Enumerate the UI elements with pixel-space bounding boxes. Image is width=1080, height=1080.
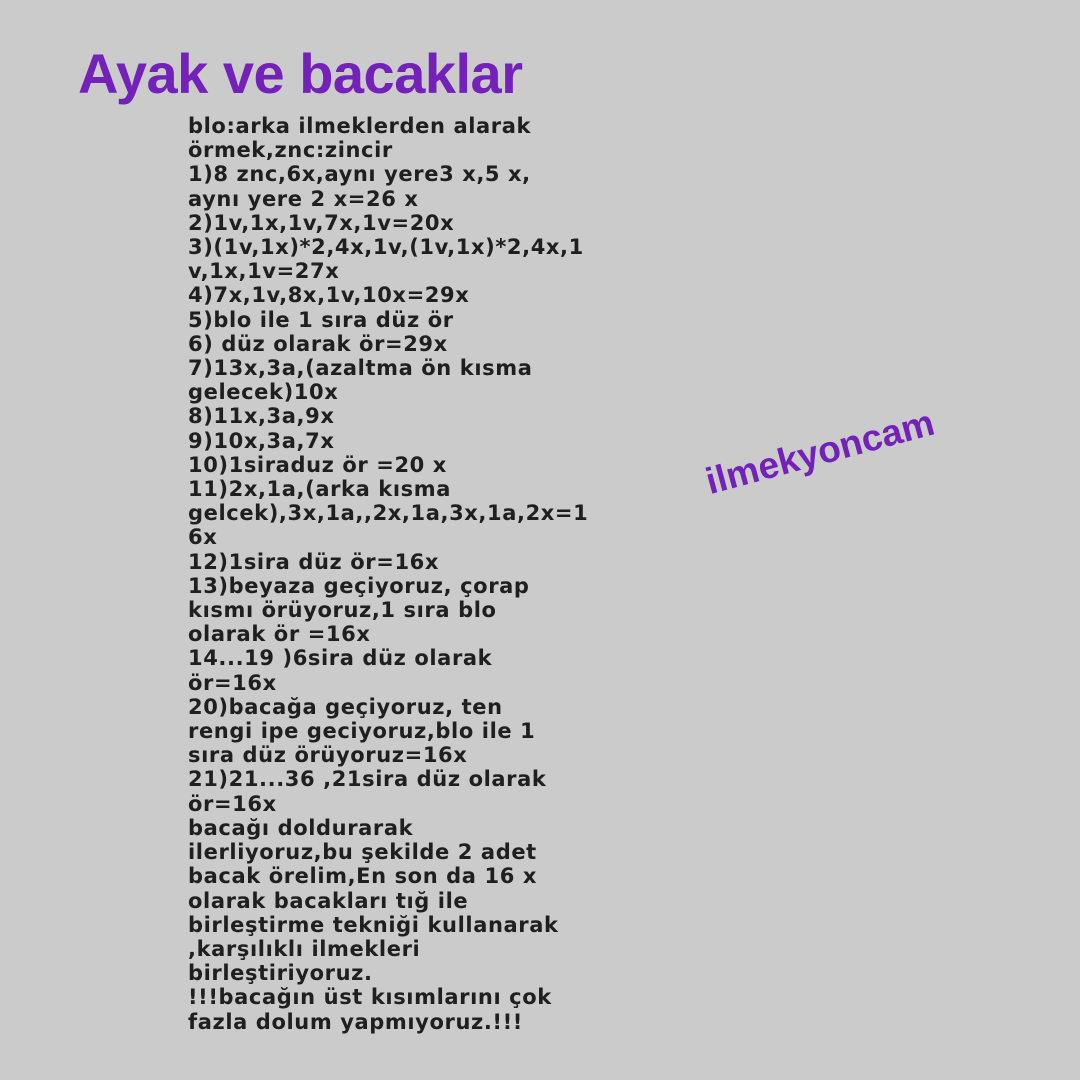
instruction-line: bacak örelim,En son da 16 x <box>188 864 537 889</box>
instruction-line: fazla dolum yapmıyoruz.!!! <box>188 1009 523 1034</box>
instruction-line: bacağı doldurarak <box>188 815 414 840</box>
instruction-line: gelecek)10x <box>188 380 339 405</box>
instruction-line: 11)2x,1a,(arka kısma <box>188 477 452 502</box>
instruction-line: olarak bacakları tığ ile <box>188 888 469 913</box>
instruction-line: v,1x,1v=27x <box>188 259 340 284</box>
page-title: Ayak ve bacaklar <box>78 42 523 105</box>
instruction-line: ör=16x <box>188 670 277 695</box>
instruction-line: birleştiriyoruz. <box>188 961 373 986</box>
instruction-line: 4)7x,1v,8x,1v,10x=29x <box>188 283 470 308</box>
instruction-line: 3)(1v,1x)*2,4x,1v,(1v,1x)*2,4x,1 <box>188 235 584 260</box>
instruction-line: 10)1siraduz ör =20 x <box>188 452 447 477</box>
instruction-line: !!!bacağın üst kısımlarını çok <box>188 985 552 1010</box>
instruction-line: ör=16x <box>188 791 277 816</box>
instruction-line: 6) düz olarak ör=29x <box>188 331 448 356</box>
instruction-line: 20)bacağa geçiyoruz, ten <box>188 694 503 719</box>
instruction-line: 21)21...36 ,21sira düz olarak <box>188 767 547 792</box>
instruction-line: ilerliyoruz,bu şekilde 2 adet <box>188 840 537 865</box>
instruction-line: sıra düz örüyoruz=16x <box>188 743 468 768</box>
instruction-line: 14...19 )6sira düz olarak <box>188 646 493 671</box>
instruction-line: blo:arka ilmeklerden alarak <box>188 114 532 138</box>
instruction-line: 13)beyaza geçiyoruz, çorap <box>188 573 530 598</box>
instruction-line: 9)10x,3a,7x <box>188 428 335 453</box>
instruction-line: birleştirme tekniği kullanarak <box>188 912 559 937</box>
instruction-line: 7)13x,3a,(azaltma ön kısma <box>188 356 533 381</box>
instruction-line: rengi ipe geciyoruz,blo ile 1 <box>188 719 536 744</box>
instruction-line: olarak ör =16x <box>188 622 371 647</box>
instruction-line: 6x <box>188 525 218 550</box>
instruction-line: 8)11x,3a,9x <box>188 404 335 429</box>
instruction-line: aynı yere 2 x=26 x <box>188 186 419 211</box>
instruction-line: kısmı örüyoruz,1 sıra blo <box>188 598 497 623</box>
instruction-line: gelcek),3x,1a,,2x,1a,3x,1a,2x=1 <box>188 501 589 526</box>
instruction-line: ,karşılıklı ilmekleri <box>188 936 421 961</box>
pattern-instructions <box>188 114 668 1034</box>
instruction-line: örmek,znc:zincir <box>188 138 393 163</box>
instruction-line: 1)8 znc,6x,aynı yere3 x,5 x, <box>188 162 531 187</box>
instruction-line: 5)blo ile 1 sıra düz ör <box>188 307 454 332</box>
watermark-text: ilmekyoncam <box>701 401 939 502</box>
instruction-line: 2)1v,1x,1v,7x,1v=20x <box>188 210 455 235</box>
instruction-line: 12)1sira düz ör=16x <box>188 549 440 574</box>
